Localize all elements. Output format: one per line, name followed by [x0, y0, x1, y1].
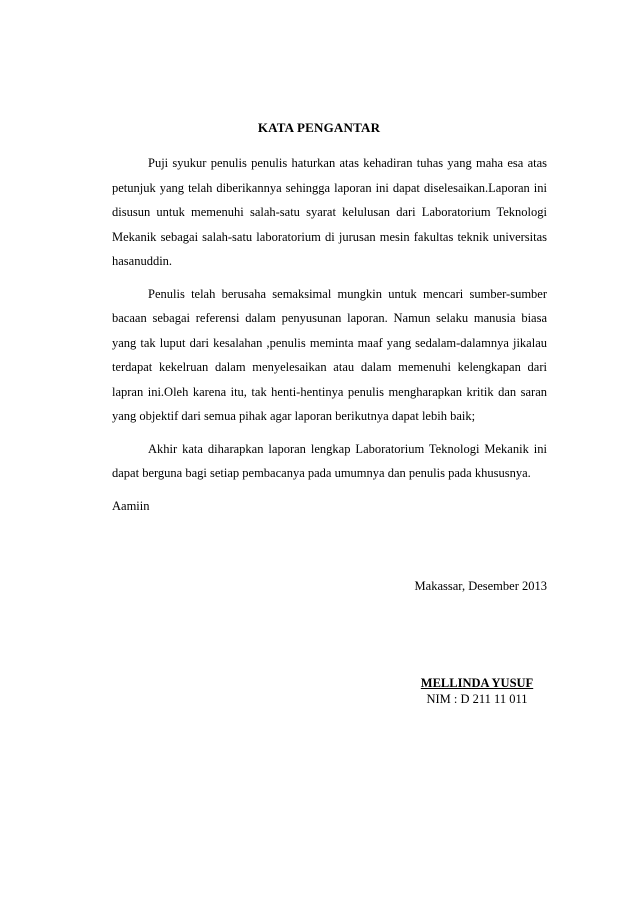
body-text	[112, 151, 547, 526]
page-title: KATA PENGANTAR	[257, 120, 381, 135]
signature-nim: NIM : D 211 11 011	[426, 692, 528, 706]
paragraph-1: Puji syukur penulis penulis haturkan atas kehadiran tuhas yang maha esa atas petunjuk yang telah diberikannya sehingga laporan ini dapat diselesaikan.Laporan ini disusun untuk memenuhi salah-satu syarat kelulusan dari Laboratorium Teknologi Mekanik sebagai salah-satu laboratorium di jurusan mesin fakultas teknik universitas hasanuddin.	[112, 156, 547, 268]
signature-block	[407, 675, 547, 707]
paragraph-3: Akhir kata diharapkan laporan lengkap Laboratorium Teknologi Mekanik ini dapat berguna bagi setiap pembacanya pada umumnya dan penulis pada khususnya.	[112, 441, 547, 480]
paragraph-2: Penulis telah berusaha semaksimal mungkin untuk mencari sumber-sumber bacaan sebagai referensi dalam penyusunan laporan. Namun selaku manusia biasa yang tak luput dari kesalahan ,penulis meminta maaf yang sedalam-dalamnya jikalau terdapat kekelruan dalam menyelesaikan atau dalam memenuhi kelengkapan dari lapran ini.Oleh karena itu, tak henti-hentinya penulis mengharapkan kritik dan saran yang objektif dari semua pihak agar laporan berikutnya dapat lebih baik;	[112, 286, 547, 423]
signature-name: MELLINDA YUSUF	[420, 676, 534, 690]
place-date: Makassar, Desember 2013	[414, 579, 547, 593]
closing-text: Aamiin	[112, 498, 150, 513]
